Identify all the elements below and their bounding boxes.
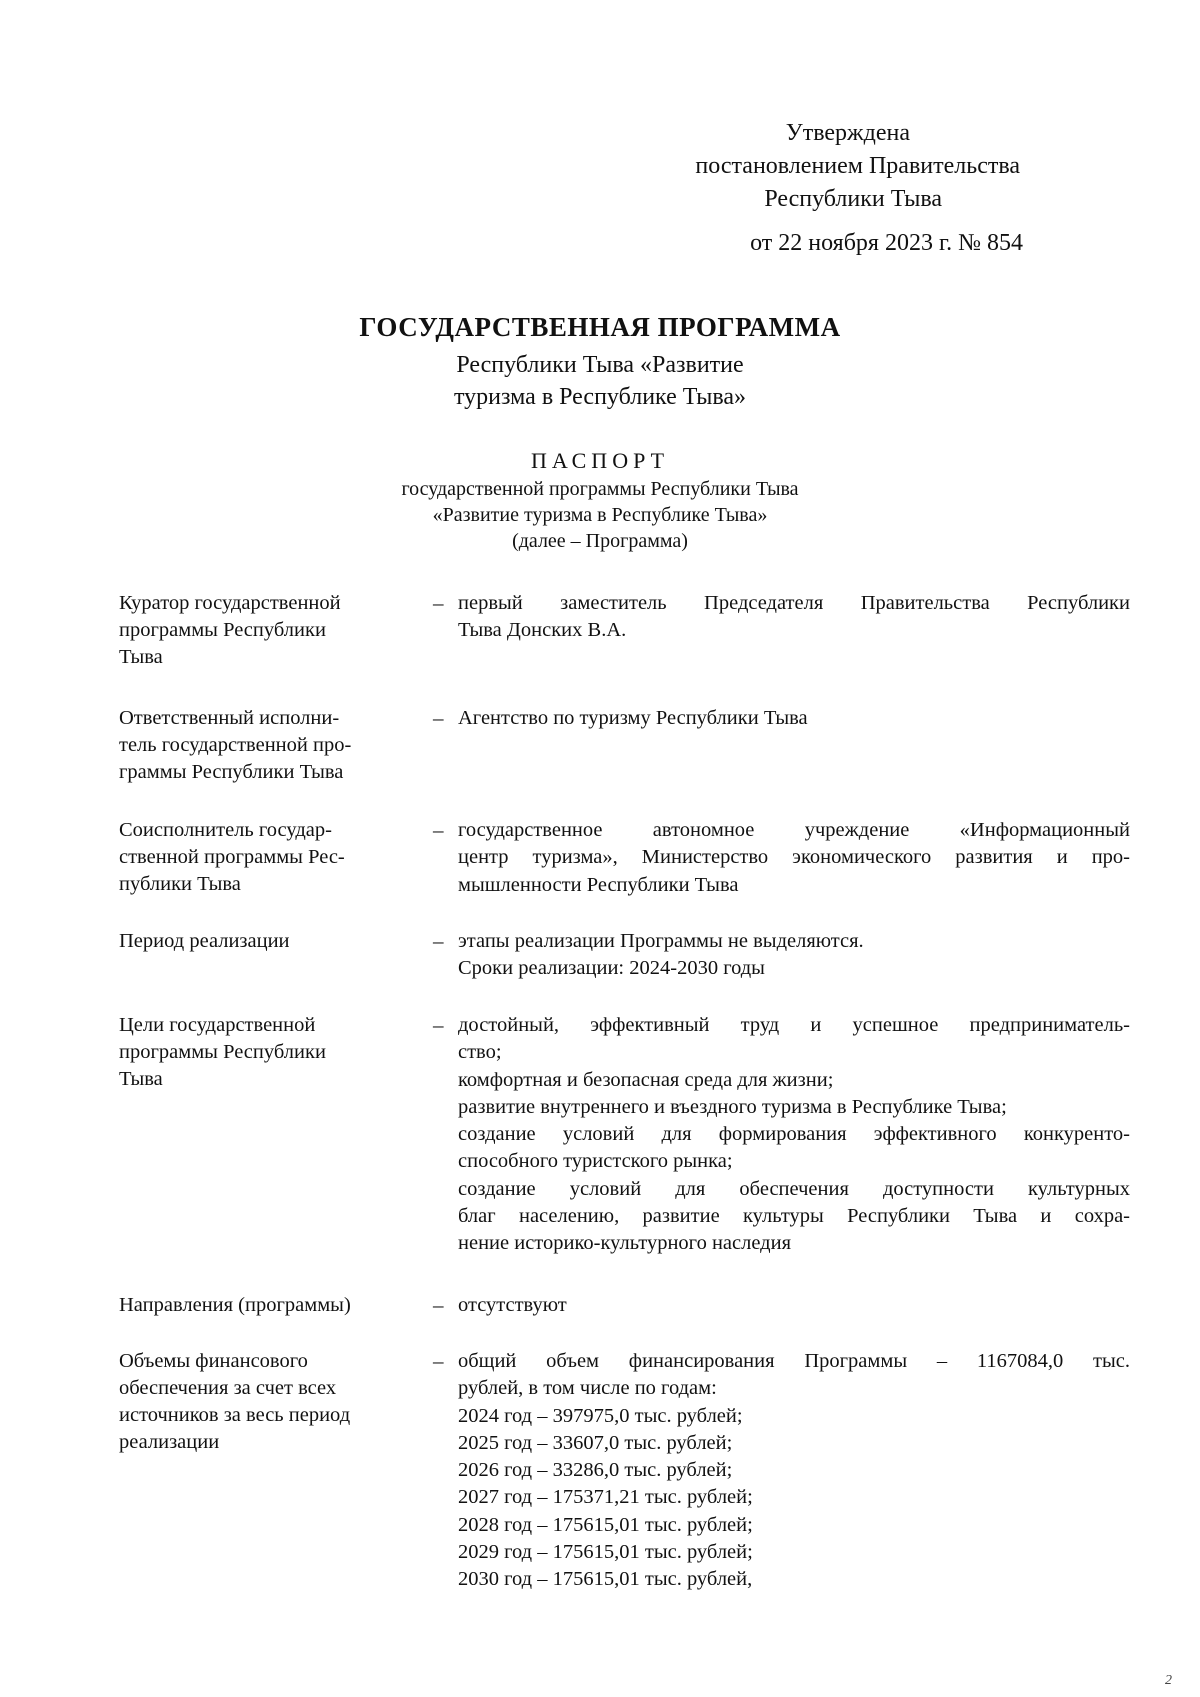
row-value bbox=[458, 590, 1130, 645]
row-dash: – bbox=[433, 706, 444, 730]
row-dash: – bbox=[433, 1349, 444, 1373]
value-line: отсутствуют bbox=[458, 1294, 567, 1316]
value-line: 2025 год – 33607,0 тыс. рублей; bbox=[458, 1431, 733, 1454]
approval-line-1: Утверждена bbox=[785, 120, 910, 146]
value-line: центр туризма», Министерство экономического развития и про- bbox=[458, 846, 1130, 869]
value-line: комфортная и безопасная среда для жизни; bbox=[458, 1068, 834, 1091]
passport-line-3: (далее – Программа) bbox=[512, 530, 688, 552]
page-mark: 2 bbox=[1165, 1673, 1172, 1688]
value-line: нение историко-культурного наследия bbox=[458, 1232, 792, 1255]
passport-heading bbox=[0, 446, 1200, 554]
program-title-sub-1: Республики Тыва «Развитие bbox=[456, 352, 744, 378]
row-label bbox=[119, 817, 404, 898]
value-line: Сроки реализации: 2024-2030 годы bbox=[458, 957, 765, 980]
label-line: Период реализации bbox=[119, 930, 290, 952]
row-value bbox=[458, 817, 1130, 899]
value-line: государственное автономное учреждение «Информационный bbox=[458, 819, 1130, 841]
value-line: 2027 год – 175371,21 тыс. рублей; bbox=[458, 1486, 753, 1509]
label-line: реализации bbox=[119, 1431, 220, 1453]
row-label bbox=[119, 705, 404, 786]
row-dash: – bbox=[433, 591, 444, 615]
value-line: благ населению, развитие культуры Республики Тыва и сохра- bbox=[458, 1205, 1130, 1228]
row-value bbox=[458, 1348, 1130, 1594]
value-line: 2026 год – 33286,0 тыс. рублей; bbox=[458, 1459, 733, 1482]
label-line: обеспечения за счет всех bbox=[119, 1377, 337, 1399]
label-line: Тыва bbox=[119, 646, 163, 668]
value-line: этапы реализации Программы не выделяются. bbox=[458, 930, 864, 952]
value-line: 2030 год – 175615,01 тыс. рублей, bbox=[458, 1568, 753, 1591]
approval-line-4: от 22 ноября 2023 г. № 854 bbox=[750, 230, 1023, 256]
row-label bbox=[119, 1292, 404, 1319]
label-line: Соисполнитель государ- bbox=[119, 819, 332, 841]
row-dash: – bbox=[433, 929, 444, 953]
row-label bbox=[119, 1348, 404, 1456]
label-line: Куратор государственной bbox=[119, 592, 341, 614]
value-line: создание условий для обеспечения доступности культурных bbox=[458, 1177, 1130, 1200]
row-value bbox=[458, 1292, 1130, 1319]
passport-title: ПАСПОРТ bbox=[530, 448, 670, 473]
program-title-main: ГОСУДАРСТВЕННАЯ ПРОГРАММА bbox=[359, 312, 841, 342]
value-line: создание условий для формирования эффективного конкуренто- bbox=[458, 1123, 1130, 1146]
value-line: развитие внутреннего и въездного туризма в Республике Тыва; bbox=[458, 1095, 1007, 1118]
label-line: публики Тыва bbox=[119, 873, 241, 895]
value-line: Тыва Донских В.А. bbox=[458, 619, 627, 642]
label-line: источников за весь период bbox=[119, 1404, 351, 1426]
label-line: Тыва bbox=[119, 1068, 163, 1090]
row-value bbox=[458, 705, 1130, 732]
label-line: Направления (программы) bbox=[119, 1294, 351, 1316]
row-label bbox=[119, 590, 404, 671]
value-line: 2024 год – 397975,0 тыс. рублей; bbox=[458, 1404, 743, 1427]
value-line: способного туристского рынка; bbox=[458, 1150, 733, 1173]
value-line: рублей, в том числе по годам: bbox=[458, 1377, 717, 1400]
row-label bbox=[119, 928, 404, 955]
row-dash: – bbox=[433, 1293, 444, 1317]
approval-line-2: постановлением Правительства bbox=[695, 153, 1020, 179]
passport-line-1: государственной программы Республики Тыва bbox=[401, 478, 799, 500]
approval-line-3: Республики Тыва bbox=[764, 186, 942, 212]
label-line: Объемы финансового bbox=[119, 1350, 308, 1372]
label-line: Цели государственной bbox=[119, 1014, 316, 1036]
program-title-sub-2: туризма в Республике Тыва» bbox=[453, 384, 747, 410]
label-line: тель государственной про- bbox=[119, 734, 352, 756]
label-line: граммы Республики Тыва bbox=[119, 761, 344, 783]
value-line: ство; bbox=[458, 1041, 502, 1064]
value-line: Агентство по туризму Республики Тыва bbox=[458, 707, 808, 729]
value-line: общий объем финансирования Программы – 1167084,0 тыс. bbox=[458, 1350, 1130, 1372]
label-line: программы Республики bbox=[119, 1041, 326, 1063]
row-label bbox=[119, 1012, 404, 1093]
row-dash: – bbox=[433, 818, 444, 842]
value-line: мышленности Республики Тыва bbox=[458, 873, 739, 896]
value-line: 2028 год – 175615,01 тыс. рублей; bbox=[458, 1513, 753, 1536]
label-line: программы Республики bbox=[119, 619, 326, 641]
value-line: достойный, эффективный труд и успешное предприниматель- bbox=[458, 1014, 1130, 1036]
label-line: Ответственный исполни- bbox=[119, 707, 340, 729]
row-value bbox=[458, 928, 1130, 983]
value-line: 2029 год – 175615,01 тыс. рублей; bbox=[458, 1541, 753, 1564]
row-value bbox=[458, 1012, 1130, 1258]
program-title bbox=[0, 312, 1200, 413]
label-line: ственной программы Рес- bbox=[119, 846, 345, 868]
value-line: первый заместитель Председателя Правительства Республики bbox=[458, 592, 1130, 614]
row-dash: – bbox=[433, 1013, 444, 1037]
passport-line-2: «Развитие туризма в Республике Тыва» bbox=[432, 504, 768, 526]
